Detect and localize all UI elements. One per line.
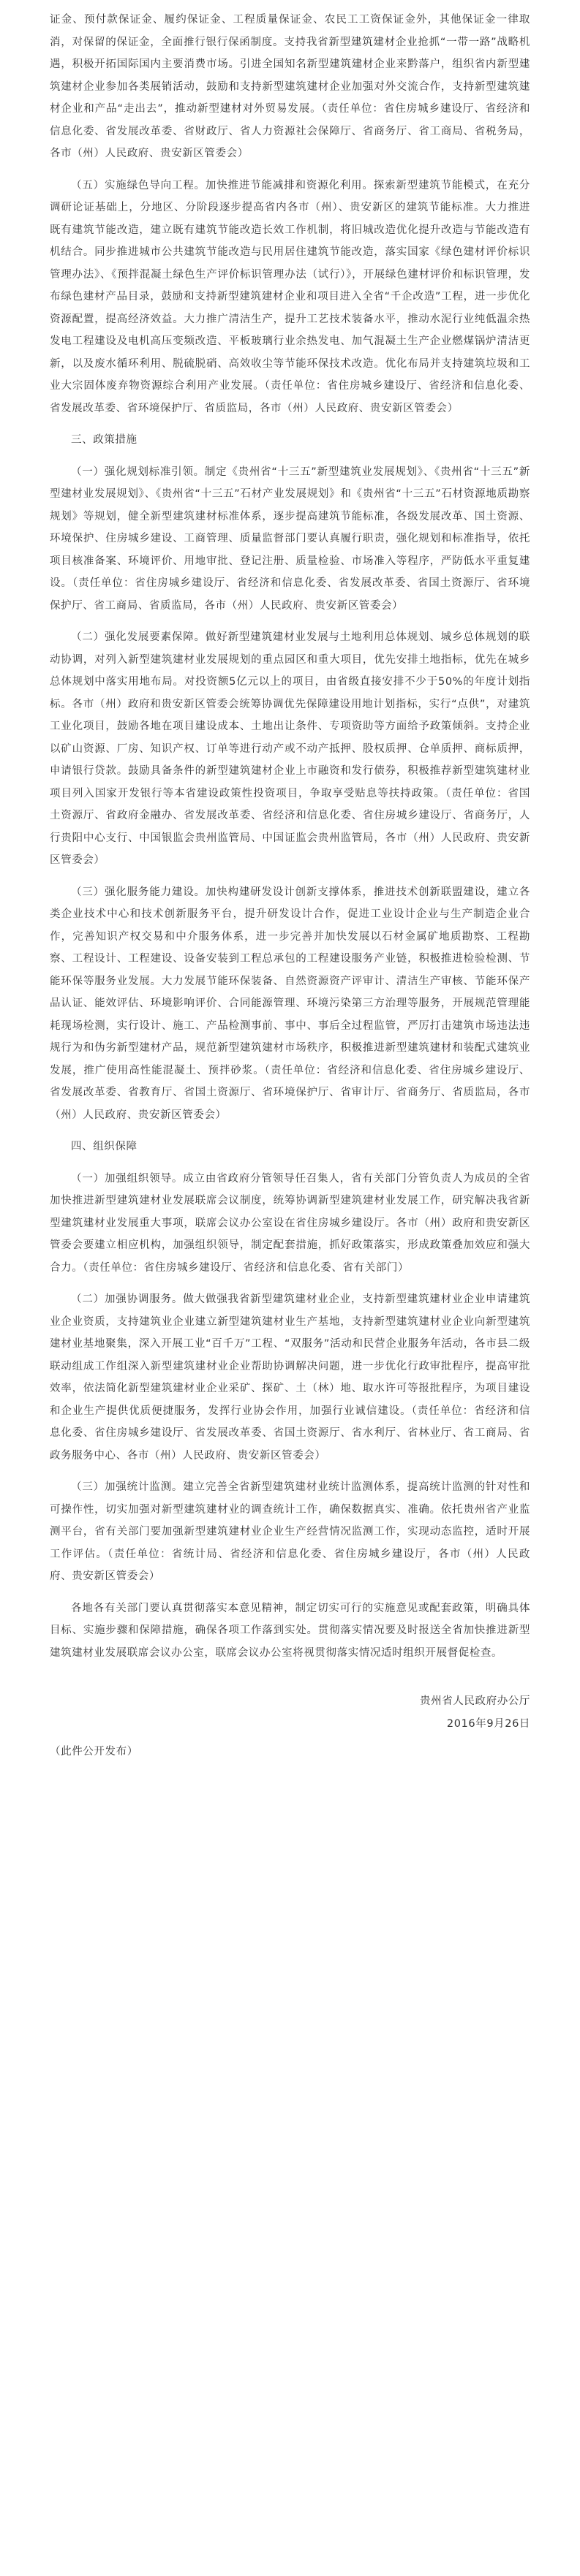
paragraph-implementation-requirement: 各地各有关部门要认真贯彻落实本意见精神，制定切实可行的实施意见或配套政策，明确具体目标、实施步骤和保障措施，确保各项工作落到实处。贯彻落实情况要及时报送全省加快推进新型建筑建材业发展联席会议办公室，联席会议办公室将视贯彻落实情况适时组织开展督促检查。 [50, 1602, 530, 1659]
signature-block [50, 1690, 530, 1735]
issue-date: 2016年9月26日 [446, 1717, 530, 1730]
section-heading-policy-measures: 三、政策措施 [71, 434, 138, 446]
paragraph-planning-standards: （一）强化规划标准引领。制定《贵州省“十三五”新型建筑业发展规划》、《贵州省“十三五”新型建材业发展规划》、《贵州省“十三五”石材产业发展规划》和《贵州省“十三五”石材资源地质勘察规划》等规划，健全新型建筑建材标准体系，逐步提高建筑节能标准，各级发展改革、国土资源、环境保护、住房城乡建设、工商管理、质量监督部门要认真履行职责，强化规划和标准指导，依托项目核准备案、环境评价、用地审批、登记注册、质量检验、市场准入等程序，严防低水平重复建设。（责任单位：省住房城乡建设厅、省经济和信息化委、省发展改革委、省国土资源厅、省环境保护厅、省工商局、省质监局，各市（州）人民政府、贵安新区管委会） [50, 466, 530, 612]
paragraph-service-capability: （三）强化服务能力建设。加快构建研发设计创新支撑体系，推进技术创新联盟建设，建立各类企业技术中心和技术创新服务平台，提升研发设计合作，促进工业设计企业与生产制造企业合作，完善知识产权交易和中介服务体系，进一步完善并加快发展以石材金属矿地质勘察、工程勘察、工程设计、工程建设、设备安装到工程总承包的工程建设服务产业链，积极推进检验检测、节能环保等服务业发展。大力发展节能环保装备、自然资源资产评审计、清洁生产审核、节能环保产品认证、能效评估、环境影响评价、合同能源管理、环境污染第三方治理等服务，开展规范管理能耗现场检测，实行设计、施工、产品检测事前、事中、事后全过程监管，严厉打击建筑市场违法违规行为和伪劣新型建材产品，规范新型建筑建材市场秩序，积极推进新型建筑建材和装配式建筑业发展，推广使用高性能混凝土、预拌砂浆。（责任单位：省经济和信息化委、省住房城乡建设厅、省发展改革委、省教育厅、省国土资源厅、省环境保护厅、省审计厅、省商务厅、省质监局，各市（州）人民政府、贵安新区管委会） [50, 886, 530, 1121]
paragraph-statistical-monitoring: （三）加强统计监测。建立完善全省新型建筑建材业统计监测体系，提高统计监测的针对性和可操作性，切实加强对新型建筑建材业的调查统计工作，确保数据真实、准确。依托贵州省产业监测平台，省有关部门要加强新型建筑建材业企业生产经营情况监测工作，实现动态监控，适时开展工作评估。（责任单位：省统计局、省经济和信息化委、省住房城乡建设厅，各市（州）人民政府、贵安新区管委会） [50, 1481, 530, 1582]
paragraph-green-guidance: （五）实施绿色导向工程。加快推进节能减排和资源化利用。探索新型建筑节能模式，在充分调研论证基础上，分地区、分阶段逐步提高省内各市（州）、贵安新区的建筑节能标准。大力推进既有建筑节能改造，建立既有建筑节能改造长效工作机制，将旧城改造优化提升改造与节能改造有机结合。同步推进城市公共建筑节能改造与民用居住建筑节能改造，落实国家《绿色建材评价标识管理办法》、《预拌混凝土绿色生产评价标识管理办法（试行）》，开展绿色建材评价和标识管理，发布绿色建材产品目录，鼓励和支持新型建筑建材企业和项目进入全省“千企改造”工程，进一步优化资源配置，提高经济效益。大力推广清洁生产，提升工艺技术装备水平，推动水泥行业纯低温余热发电工程建设及电机高压变频改造、平板玻璃行业余热发电、加气混凝土生产企业燃煤锅炉清洁更新，以及废水循环利用、脱硫脱硝、高效收尘等节能环保技术改造。优化布局并支持建筑垃圾和工业大宗固体废弃物资源综合利用产业发展。（责任单位：省住房城乡建设厅、省经济和信息化委、省发展改革委、省环境保护厅、省质监局，各市（州）人民政府、贵安新区管委会） [50, 179, 530, 414]
issuer-name: 贵州省人民政府办公厅 [420, 1695, 530, 1707]
section-heading-organizational-guarantee: 四、组织保障 [71, 1141, 138, 1152]
paragraph-development-factors: （二）强化发展要素保障。做好新型建筑建材业发展与土地利用总体规划、城乡总体规划的联动协调，对列入新型建筑建材业发展规划的重点园区和重大项目，优先安排土地指标，优先在城乡总体规划中落实用地布局。对投资额5亿元以上的项目，由省级直接安排不少于50%的年度计划指标。各市（州）政府和贵安新区管委会统筹协调优先保障建设用地计划指标，实行“点供”，对建筑工业化项目，鼓励各地在项目建设成本、土地出让条件、专项资助等方面给予政策倾斜。支持企业以矿山资源、厂房、知识产权、订单等进行动产或不动产抵押、股权质押、仓单质押、商标质押，申请银行贷款。鼓励具备条件的新型建筑建材企业上市融资和发行债券，积极推荐新型建筑建材业项目列入国家开发银行等本省建设政策性投资项目，争取享受贴息等扶持政策。（责任单位：省国土资源厅、省政府金融办、省发展改革委、省经济和信息化委、省住房城乡建设厅、省商务厅，人行贵阳中心支行、中国银监会贵州监管局、中国证监会贵州监管局，各市（州）人民政府、贵安新区管委会） [50, 631, 530, 866]
paragraph-guarantee-deposits: 证金、预付款保证金、履约保证金、工程质量保证金、农民工工资保证金外，其他保证金一律取消，对保留的保证金，全面推行银行保函制度。支持我省新型建筑建材企业抢抓“一带一路”战略机遇，积极开拓国际国内主要消费市场。引进全国知名新型建筑建材企业来黔落户，组织省内新型建筑建材企业参加各类展销活动，鼓励和支持新型建筑建材企业加强对外交流合作，支持新型建筑建材企业和产品“走出去”，推动新型建材对外贸易发展。（责任单位：省住房城乡建设厅、省经济和信息化委、省发展改革委、省财政厅、省人力资源社会保障厅、省商务厅、省工商局、省税务局，各市（州）人民政府、贵安新区管委会） [50, 14, 530, 159]
publication-note: （此件公开发布） [50, 1746, 138, 1758]
paragraph-organizational-leadership: （一）加强组织领导。成立由省政府分管领导任召集人，省有关部门分管负责人为成员的全省加快推进新型建筑建材业发展联席会议制度，统筹协调新型建筑建材业发展工作，研究解决我省新型建筑建材业发展重大事项，联席会议办公室设在省住房城乡建设厅。各市（州）政府和贵安新区管委会要建立相应机构，加强组织领导，制定配套措施，抓好政策落实，形成政策叠加效应和强大合力。（责任单位：省住房城乡建设厅、省经济和信息化委、省有关部门） [50, 1172, 530, 1274]
paragraph-coordination-services: （二）加强协调服务。做大做强我省新型建筑建材业企业，支持新型建筑建材业企业申请建筑业企业资质，支持建筑业企业建立新型建筑建材业生产基地，支持新型建筑建材业企业向新型建筑建材业基地聚集，深入开展工业“百千万”工程、“双服务”活动和民营企业服务年活动，各市县二级联动组成工作组深入新型建筑建材业企业帮助协调解决问题，进一步优化行政审批程序，提高审批效率，依法简化新型建筑建材业企业采矿、探矿、土（林）地、取水许可等报批程序，为项目建设和企业生产提供优质便捷服务，发挥行业协会作用，加强行业诚信建设。（责任单位：省经济和信息化委、省住房城乡建设厅、省发展改革委、省国土资源厅、省水利厅、省林业厅、省工商局、省政务服务中心、各市（州）人民政府、贵安新区管委会） [50, 1293, 530, 1462]
